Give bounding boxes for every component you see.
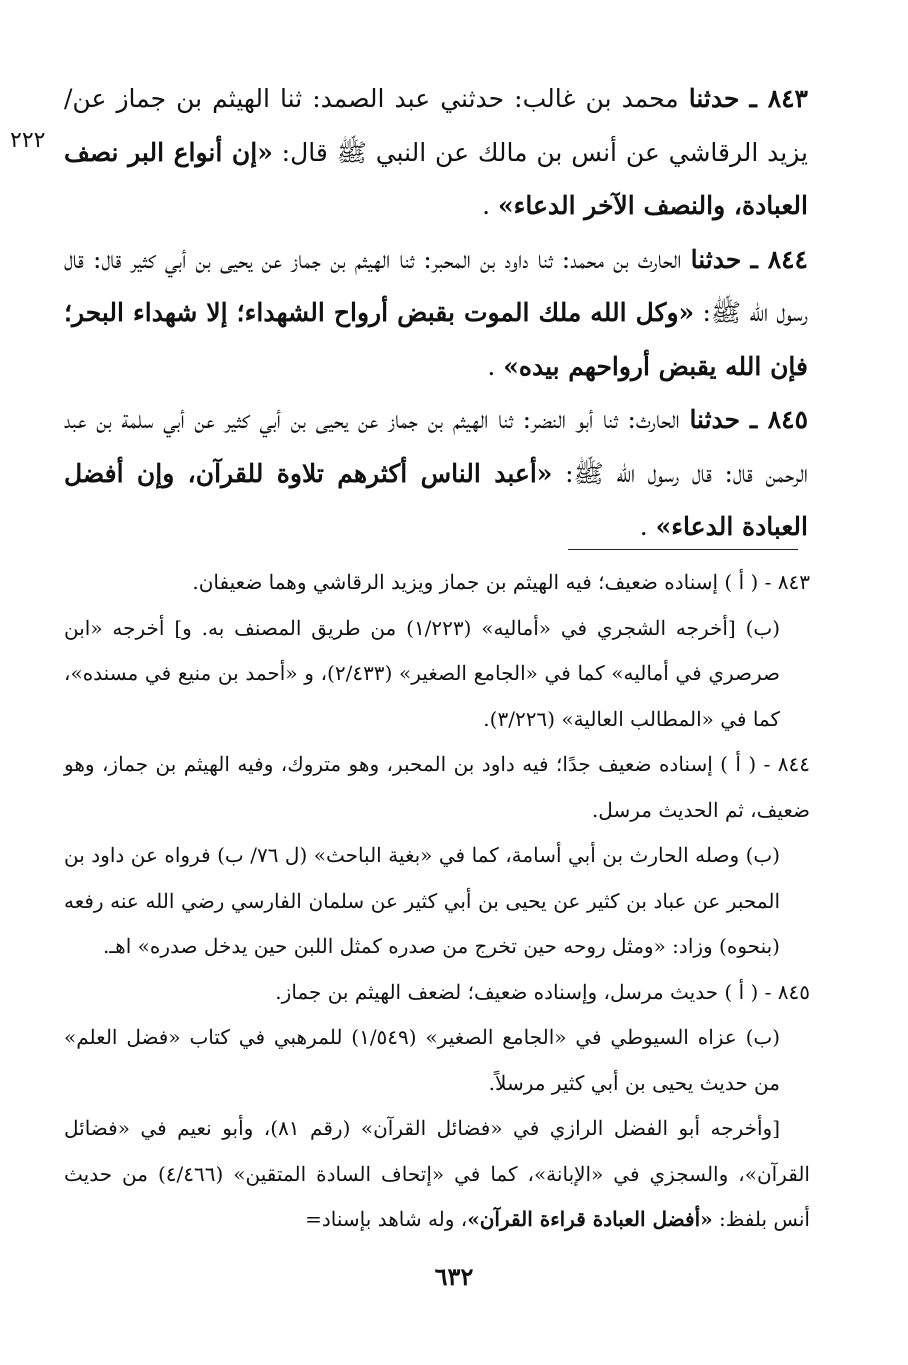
hadith-number: ٨٤٣ ـ [749,84,808,113]
footnote-text: [وأخرجه أبو الفضل الرازي في «فضائل القرآن» (رقم ٨١)، وأبو نعيم في «فضائل القرآن»، والسجزي في «الإبانة»، كما في «إتحاف السادة المتقين» (٤/٤٦٦) من حديث أنس بلفظ: [64,1116,810,1231]
hadith-matn: «وكل الله ملك الموت بقبض أرواح الشهداء؛ إلا شهداء البحر؛ فإن الله يقبض أرواحهم بيده» [64,298,808,381]
footnote-quote: «أفضل العبادة قراءة القرآن» [467,1207,713,1231]
hadith-end: . [482,191,498,220]
hadith-845 [64,393,808,554]
hadith-lead: حدثنا [689,405,741,434]
page-number: ٦٣٢ [434,1262,474,1291]
footnote-845-c [64,1106,810,1243]
margin-page-reference: ٢٢٢ [10,128,46,153]
hadith-matn: «إن أنواع البر نصف العبادة، والنصف الآخر الدعاء» [64,137,808,220]
footnote-843-a: ٨٤٣ - ( أ ) إسناده ضعيف؛ فيه الهيثم بن جماز ويزيد الرقاشي وهما ضعيفان. [192,570,810,594]
hadith-lead: حدثنا [690,244,742,274]
footnote-844-a: ٨٤٤ - ( أ ) إسناده ضعيف جدًا؛ فيه داود بن المحبر، وهو متروك، وفيه الهيثم بن جماز، وهو ضعيف، ثم الحديث مرسل. [64,752,810,822]
hadith-end: . [487,351,504,381]
footnote-844-b: (ب) وصله الحارث بن أبي أسامة، كما في «بغية الباحث» (ل ٧٦/ ب) فرواه عن داود بن المحبر عن عباد بن كثير عن يحيى بن أبي كثير عن سلمان الفارسي رضي الله عنه رفعه (بنحوه) وزاد: «ومثل روحه حين تخرج من صدره كمثل اللبن حين يدخل صدره» اهـ. [64,843,780,958]
hadith-matn: «أعبد الناس أكثرهم تلاوة للقرآن، وإن أفضل العبادة الدعاء» [64,458,808,541]
hadith-844 [64,233,808,394]
hadith-end: . [639,512,656,541]
footnote-separator [568,549,798,550]
hadith-isnad: الحارث بن محمد: ثنا داود بن المحبر: ثنا الهيثم بن جماز عن يحيى بن أبي كثير قال: قال رسول الله ﷺ: [64,244,808,327]
hadith-number: ٨٤٤ ـ [750,244,808,274]
hadith-isnad: الحارث: ثنا أبو النضر: ثنا الهيثم بن جماز عن يحيى بن أبي كثير عن أبي سلمة بن عبد الرحمن قال: قال رسول الله ﷺ: [64,405,808,488]
footnotes [64,560,810,1243]
footnote-843-b: (ب) [أخرجه الشجري في «أماليه» (١/٢٢٣) من طريق المصنف به. و] أخرجه «ابن صرصري في أماليه» كما في «الجامع الصغير» (٢/٤٣٣)، و «أحمد بن منيع في مسنده»، كما في «المطالب العالية» (٣/٢٢٦). [64,615,781,731]
hadith-number: ٨٤٥ ـ [749,405,809,434]
hadith-843 [64,72,808,233]
hadith-isnad: محمد بن غالب: حدثني عبد الصمد: ثنا الهيثم بن جماز عن/ يزيد الرقاشي عن أنس بن مالك عن النبي ﷺ قال: [64,84,808,167]
hadith-body [64,72,808,554]
footnote-845-a: ٨٤٥ - ( أ ) حديث مرسل، وإسناده ضعيف؛ لضعف الهيثم بن جماز. [275,979,810,1004]
hadith-lead: حدثنا [688,84,740,113]
footnote-text-end: ، وله شاهد بإسناد= [305,1207,468,1231]
footnote-845-b: (ب) عزاه السيوطي في «الجامع الصغير» (١/٥٤٩) للمرهبي في كتاب «فضل العلم» من حديث يحيى بن أبي كثير مرسلاً. [64,1025,780,1095]
